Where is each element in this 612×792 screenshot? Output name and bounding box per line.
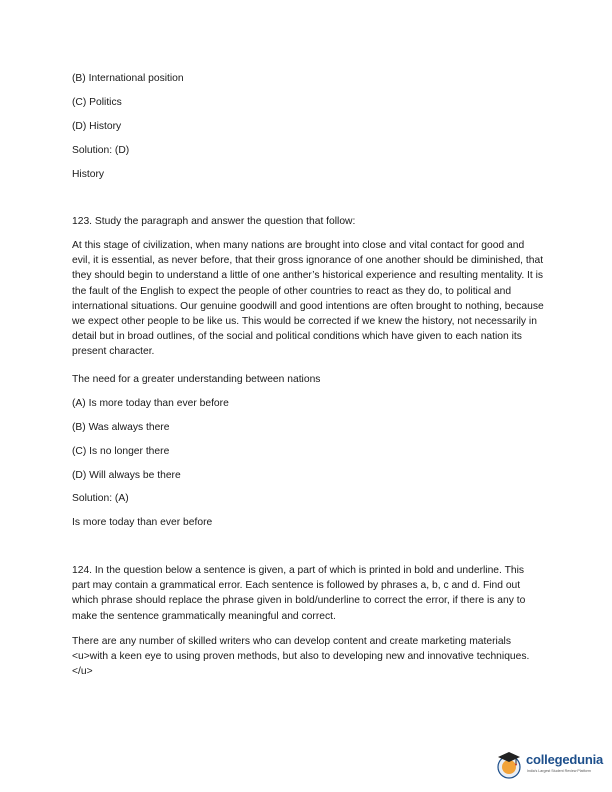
q123-option-a: (A) Is more today than ever before xyxy=(72,398,229,409)
q123-option-d: (D) Will always be there xyxy=(72,470,181,481)
q123-question: 123. Study the paragraph and answer the question that follow: xyxy=(72,216,356,227)
q122-option-d: (D) History xyxy=(72,121,122,132)
q123-solution: Solution: (A) xyxy=(72,493,129,504)
q123-passage: At this stage of civilization, when many nations are brought into close and vital contact for good and evil, it is essential, as never before, that their gross ignorance of one another should be diminished, that they should begin to understand a little of one anther’s historical experience and resulting mentality. It is the fault of the English to expect the people of other countries to react as they do, to political and international situations. Our genuine goodwill and good intentions are often brought to nothing, because we expect other people to be like us. This would be corrected if we knew the history, not necessarily in detail but in broad outlines, of the social and political conditions which have given to each nation its present character. xyxy=(72,240,544,358)
q122-answer: History xyxy=(72,169,105,180)
q122-option-c: (C) Politics xyxy=(72,97,122,108)
q124-sentence: There are any number of skilled writers who can develop content and create marketing materials <u>with a keen eye to using proven methods, but also to developing new and innovative techniques.</u> xyxy=(72,636,530,678)
logo-tagline: India's Largest Student Review Platform xyxy=(527,769,591,773)
q123-answer: Is more today than ever before xyxy=(72,517,213,528)
logo-name: collegedunia xyxy=(526,752,604,767)
q122-option-b: (B) International position xyxy=(72,73,184,84)
q123-option-c: (C) Is no longer there xyxy=(72,446,170,457)
q123-option-b: (B) Was always there xyxy=(72,422,170,433)
graduate-cap-icon xyxy=(494,748,524,780)
collegedunia-logo xyxy=(494,748,604,782)
q122-solution: Solution: (D) xyxy=(72,145,130,156)
q123-stem: The need for a greater understanding between nations xyxy=(72,374,321,385)
q124-question: 124. In the question below a sentence is given, a part of which is printed in bold and underline. This part may contain a grammatical error. Each sentence is followed by phrases a, b, c and d. Find out which phrase should replace the phrase given in bold/underline to correct the error, if there is any to make the sentence grammatically meaningful and correct. xyxy=(72,565,526,622)
